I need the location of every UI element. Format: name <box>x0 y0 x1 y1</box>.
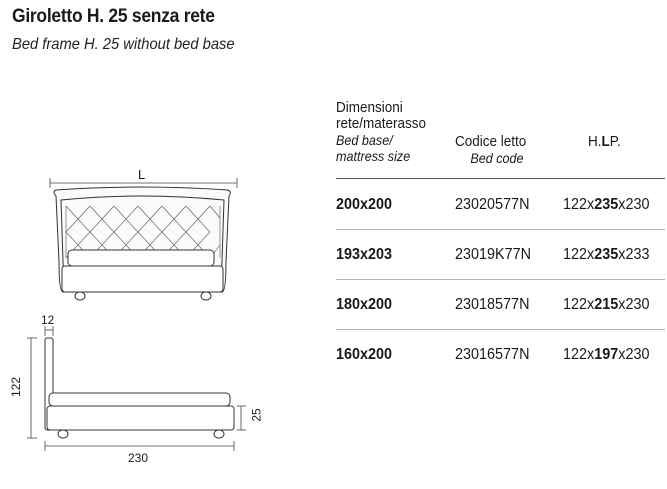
header-hlp-l: L <box>601 133 610 150</box>
table-rule <box>336 229 665 230</box>
header-code <box>455 134 526 166</box>
row-size: 193x203 <box>336 246 393 263</box>
header-hlp <box>588 134 621 150</box>
row-hlp <box>563 246 649 264</box>
row-code: 23019K77N <box>455 246 532 263</box>
row-code: 23016577N <box>455 346 530 363</box>
row-code: 23018577N <box>455 296 530 313</box>
row-hlp-p: x230 <box>618 346 650 363</box>
row-size: 200x200 <box>336 196 393 213</box>
side-length-label: 230 <box>128 451 149 465</box>
row-hlp-p: x230 <box>618 296 650 313</box>
row-hlp-l: 235 <box>594 196 619 213</box>
row-hlp-h: 122x <box>563 196 595 213</box>
header-dimensions <box>336 100 426 164</box>
table-rule <box>336 178 665 179</box>
header-hlp-p: P. <box>609 133 621 150</box>
side-base-height-label: 25 <box>249 408 264 422</box>
row-size: 180x200 <box>336 296 393 313</box>
row-hlp-h: 122x <box>563 296 595 313</box>
header-dimensions-line2: rete/materasso <box>336 115 427 132</box>
row-hlp-h: 122x <box>563 346 595 363</box>
row-hlp-l: 235 <box>594 246 619 263</box>
side-height-label: 122 <box>9 376 24 398</box>
header-hlp-h: H. <box>588 133 602 150</box>
row-size: 160x200 <box>336 346 393 363</box>
header-dimensions-it1: Bed base/ <box>336 132 393 148</box>
row-hlp-p: x230 <box>618 196 650 213</box>
row-hlp <box>563 196 649 214</box>
table-rule <box>336 279 665 280</box>
header-code-line1: Codice letto <box>455 133 527 150</box>
row-hlp-l: 215 <box>594 296 619 313</box>
product-subtitle: Bed frame H. 25 without bed base <box>12 36 235 53</box>
header-code-it1: Bed code <box>470 150 524 166</box>
row-hlp-h: 122x <box>563 246 595 263</box>
side-view-bed <box>45 338 234 438</box>
side-thickness-label: 12 <box>41 313 55 327</box>
header-dimensions-it2: mattress size <box>336 148 411 164</box>
table-rule <box>336 329 665 330</box>
row-hlp <box>563 346 649 364</box>
row-hlp-l: 197 <box>594 346 619 363</box>
front-view-bed <box>54 187 230 300</box>
row-code: 23020577N <box>455 196 530 213</box>
row-hlp-p: x233 <box>618 246 650 263</box>
header-dimensions-line1: Dimensioni <box>336 99 403 116</box>
row-hlp <box>563 296 649 314</box>
product-title: Giroletto H. 25 senza rete <box>12 6 215 27</box>
front-width-label: L <box>138 167 146 182</box>
